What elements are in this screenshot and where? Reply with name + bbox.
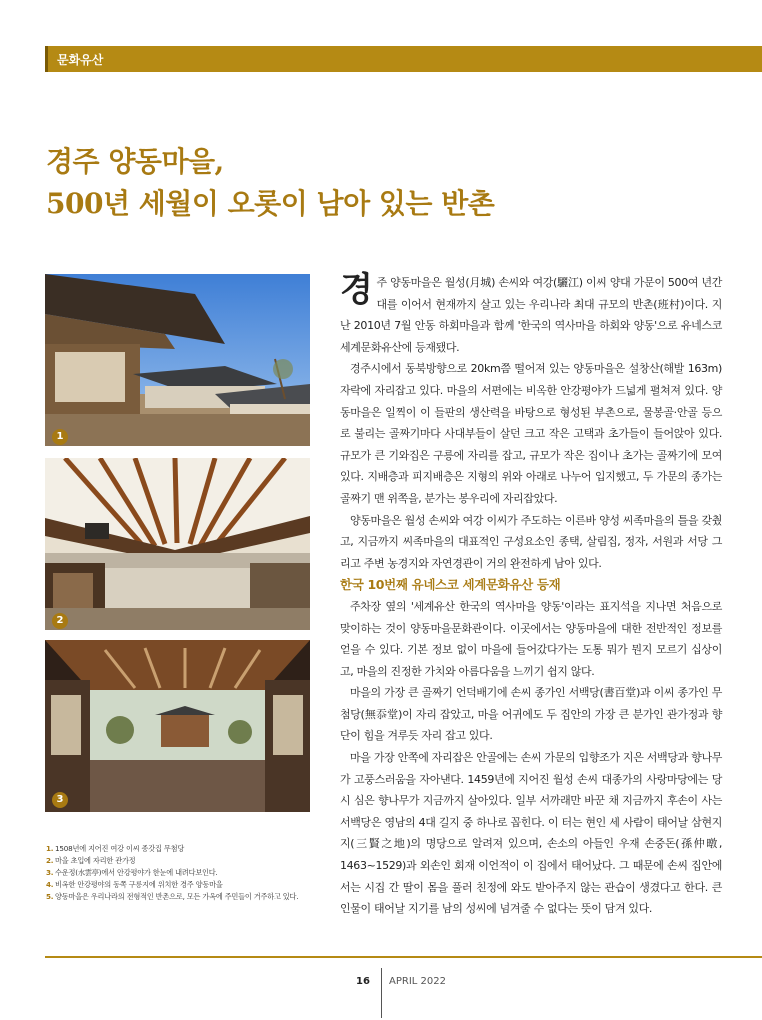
- footer-divider: [381, 968, 382, 1018]
- article-body: [340, 272, 722, 920]
- hanok-pavilion-view-photo-icon: [45, 640, 310, 812]
- caption-item: 4. 비옥한 안강평야의 동쪽 구릉지에 위치한 경주 양동마을: [46, 880, 223, 889]
- paragraph-3: 양동마을은 월성 손씨와 여강 이씨가 주도하는 이른바 양성 씨족마을의 틀을 갖췄고, 지금까지 씨족마을의 대표적인 구성요소인 종택, 살림집, 정자, 서원과 서당 그리고 주변 농경지와 자연경관이 거의 완전하게 남아 있다.: [340, 513, 722, 570]
- footer-rule: [45, 956, 762, 958]
- photo-number-badge: 1: [52, 429, 68, 445]
- title-line-1: 경주 양동마을,: [46, 145, 224, 178]
- page-number: 16: [356, 976, 370, 987]
- paragraph-4: 주차장 옆의 '세계유산 한국의 역사마을 양동'이라는 표지석을 지나면 처음으로 맞이하는 것이 양동마을문화관이다. 이곳에서는 양동마을에 대한 전반적인 정보를 얻을 수 있다. 기본 정보 없이 마을에 들어갔다가는 도통 뭐가 뭔지 모르기 십상이고, 마을의 진정한 가치와 아름다움을 느끼기 쉽지 않다.: [340, 599, 722, 678]
- paragraph-1: 경주 양동마을은 월성(月城) 손씨와 여강(驪江) 이씨 양대 가문이 500여 년간 대를 이어서 현재까지 살고 있는 우리나라 최대 규모의 반촌(班村)이다. 지난 2010년 7월 안동 하회마을과 함께 '한국의 역사마을 하회와 양동'으로 유네스코 세계문화유산에 등재됐다.: [340, 270, 722, 354]
- hanok-ceiling-interior-photo-icon: [45, 458, 310, 630]
- paragraph-2: 경주시에서 동북방향으로 20km쯤 떨어져 있는 양동마을은 설창산(해발 163m) 자락에 자리잡고 있다. 마을의 서편에는 비옥한 안강평야가 드넓게 펼쳐져 있다. 양동마을은 일찍이 이 들판의 생산력을 바탕으로 형성된 부촌으로, 물봉골·안골 등으로 불리는 골짜기마다 사대부들이 살던 크고 작은 고택과 초가들이 들어앉아 있다. 규모가 큰 기와집은 구릉에 자리를 잡고, 규모가 작은 집이나 초가는 골짜기에 모여 있다. 지배층과 피지배층은 지형의 위와 아래로 나누어 입지했고, 두 가문의 종가는 골짜기 맨 위쪽을, 분가는 봉우리에 자리잡았다.: [340, 362, 722, 505]
- hanok-exterior-photo-icon: [45, 274, 310, 446]
- caption-item: 2. 마을 초입에 자리한 관가정: [46, 856, 136, 865]
- section-header-bar: [45, 46, 762, 72]
- photo-number-badge: 3: [52, 792, 68, 808]
- caption-item: 1. 1508년에 지어진 여강 이씨 종갓집 무첨당: [46, 844, 185, 853]
- photo-3: [45, 640, 310, 812]
- article-title: [46, 141, 726, 225]
- section-bar-accent: [45, 46, 48, 72]
- photo-captions: [46, 843, 321, 903]
- article-subheading: 한국 10번째 유네스코 세계문화유산 등재: [340, 577, 561, 593]
- paragraph-5: 마을의 가장 큰 골짜기 언덕배기에 손씨 종가인 서백당(書百堂)과 이씨 종가인 무첨당(無忝堂)이 자리 잡았고, 마을 어귀에도 두 집안의 가장 큰 분가인 관가정과 향단이 힘을 겨루듯 자리 잡고 있다.: [340, 686, 722, 743]
- caption-item: 3. 수운정(水雲亭)에서 안강평야가 한눈에 내려다보인다.: [46, 868, 218, 877]
- section-label: 문화유산: [57, 53, 104, 67]
- photo-number-badge: 2: [52, 613, 68, 629]
- drop-cap: 경: [340, 270, 373, 310]
- issue-date: APRIL 2022: [389, 976, 446, 987]
- photo-1: [45, 274, 310, 446]
- title-line-2: 500년 세월이 오롯이 남아 있는 반촌: [46, 187, 495, 220]
- photo-2: [45, 458, 310, 630]
- paragraph-6: 마을 가장 안쪽에 자리잡은 안골에는 손씨 가문의 입향조가 지은 서백당과 향나무가 고풍스러움을 자아낸다. 1459년에 지어진 월성 손씨 대종가의 사랑마당에는 당시 심은 향나무가 지금까지 살아있다. 일부 서까래만 바꾼 채 지금까지 후손이 사는 서백당은 영남의 4대 길지 중 하나로 꼽힌다. 이 터는 현인 세 사람이 태어날 삼현지지(三賢之地)의 명당으로 알려져 있으며, 손소의 아들인 우재 손중돈(孫仲暾, 1463~1529)과 외손인 회재 이언적이 이 집에서 태어났다. 그 때문에 손씨 집안에서는 시집 간 딸이 몸을 풀러 친정에 와도 받아주지 않는 관습이 생겼다고 한다. 큰 인물이 태어날 지기를 남의 성씨에 넘겨줄 수 없다는 뜻이 담겨 있다.: [340, 751, 722, 916]
- caption-item: 5. 양동마을은 우리나라의 전형적인 반촌으로, 모든 가옥에 주민들이 거주하고 있다.: [46, 892, 299, 901]
